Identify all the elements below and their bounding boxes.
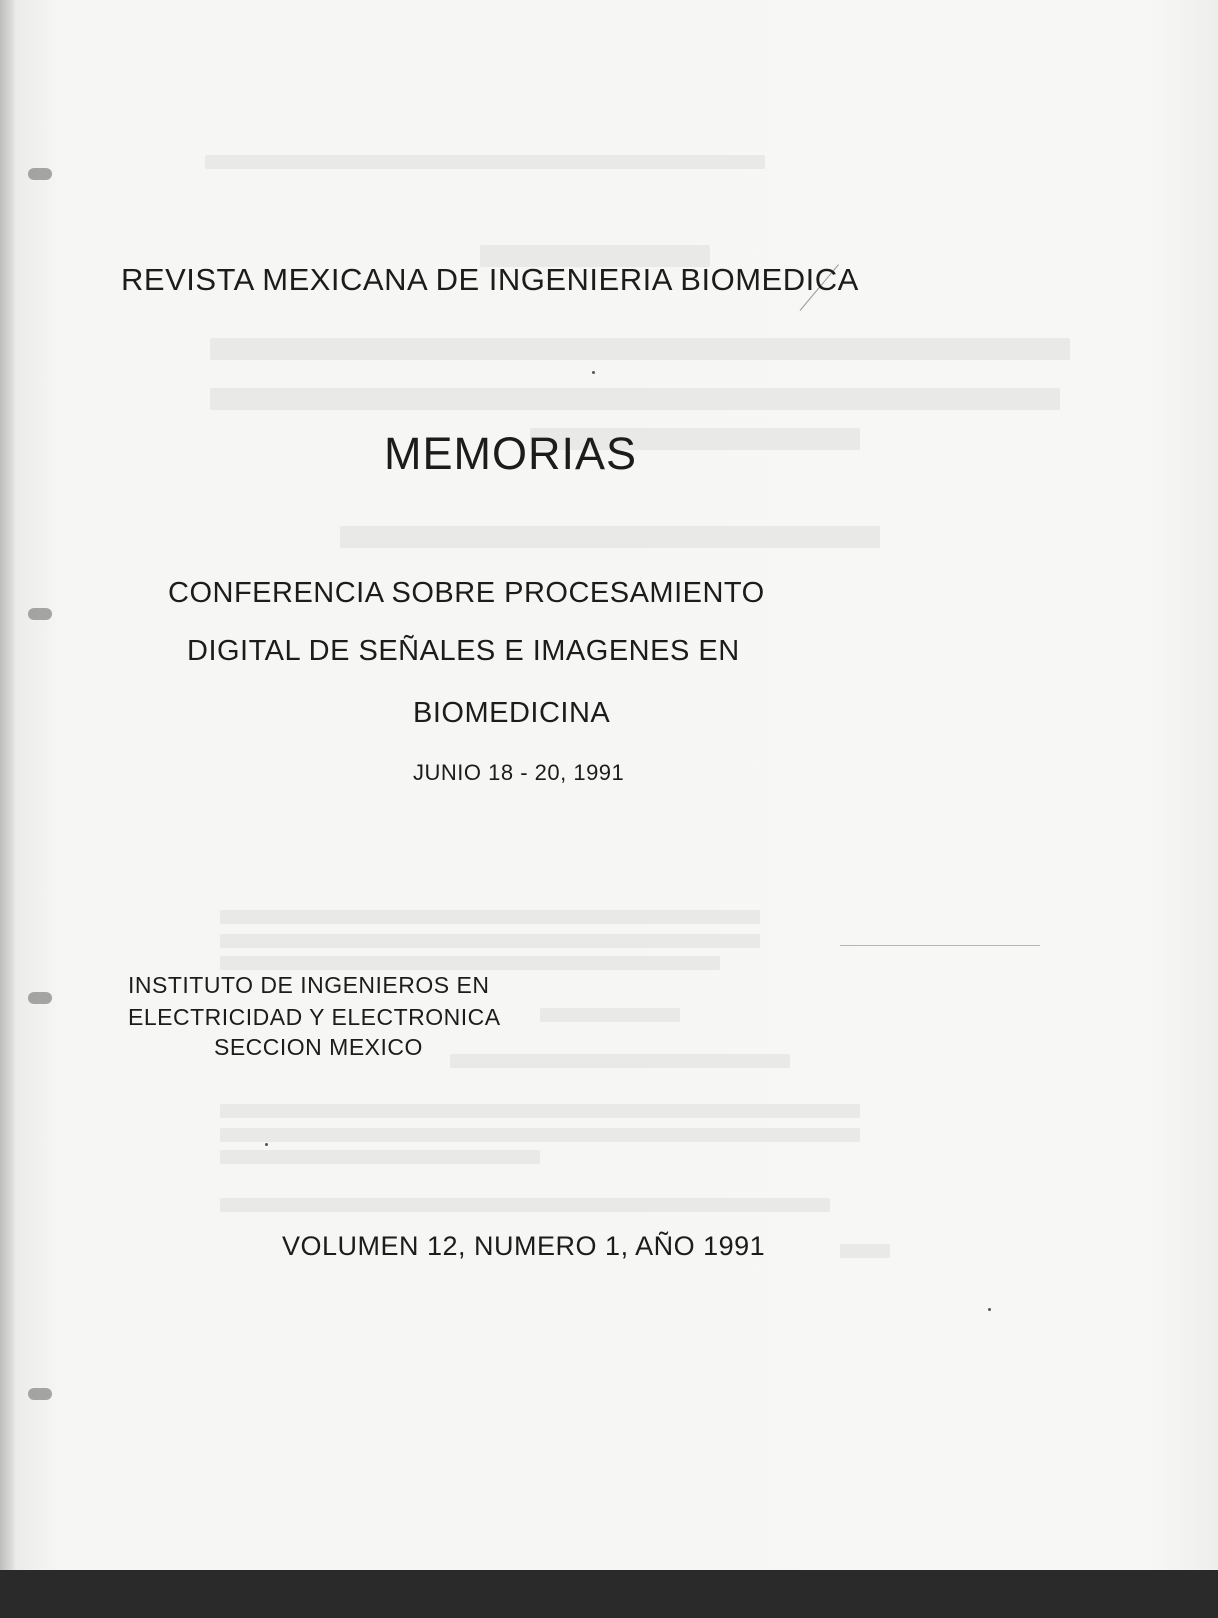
binder-ring [28,608,52,620]
institute-line-3: SECCION MEXICO [214,1034,423,1060]
show-through-line [220,934,760,948]
show-through-line [220,1198,830,1212]
ink-speck [265,1143,268,1146]
institute-line-1: INSTITUTO DE INGENIEROS EN [128,972,490,998]
show-through-line [450,1054,790,1068]
show-through-line [220,1128,860,1142]
ink-speck [592,371,595,374]
conference-title-line-3: BIOMEDICINA [413,697,611,729]
pen-scratch [840,945,1040,946]
scan-bottom-border [0,1570,1218,1618]
journal-title: REVISTA MEXICANA DE INGENIERIA BIOMEDICA [121,262,859,297]
conference-title-line-2: DIGITAL DE SEÑALES E IMAGENES EN [187,635,740,667]
institute-line-2: ELECTRICIDAD Y ELECTRONICA [128,1004,501,1030]
binder-ring [28,168,52,180]
show-through-line [220,910,760,924]
show-through-line [210,388,1060,410]
ink-speck [988,1308,991,1311]
volume-info: VOLUMEN 12, NUMERO 1, AÑO 1991 [282,1231,766,1261]
show-through-line [210,338,1070,360]
conference-dates: JUNIO 18 - 20, 1991 [413,760,625,785]
binder-ring [28,1388,52,1400]
show-through-line [840,1244,890,1258]
show-through-line [220,956,720,970]
show-through-line [205,155,765,169]
conference-title-line-1: CONFERENCIA SOBRE PROCESAMIENTO [168,577,765,609]
page-heading: MEMORIAS [384,428,638,479]
show-through-line [540,1008,680,1022]
show-through-line [220,1104,860,1118]
binder-ring [28,992,52,1004]
show-through-line [340,526,880,548]
binding-edge [0,0,14,1570]
show-through-line [220,1150,540,1164]
